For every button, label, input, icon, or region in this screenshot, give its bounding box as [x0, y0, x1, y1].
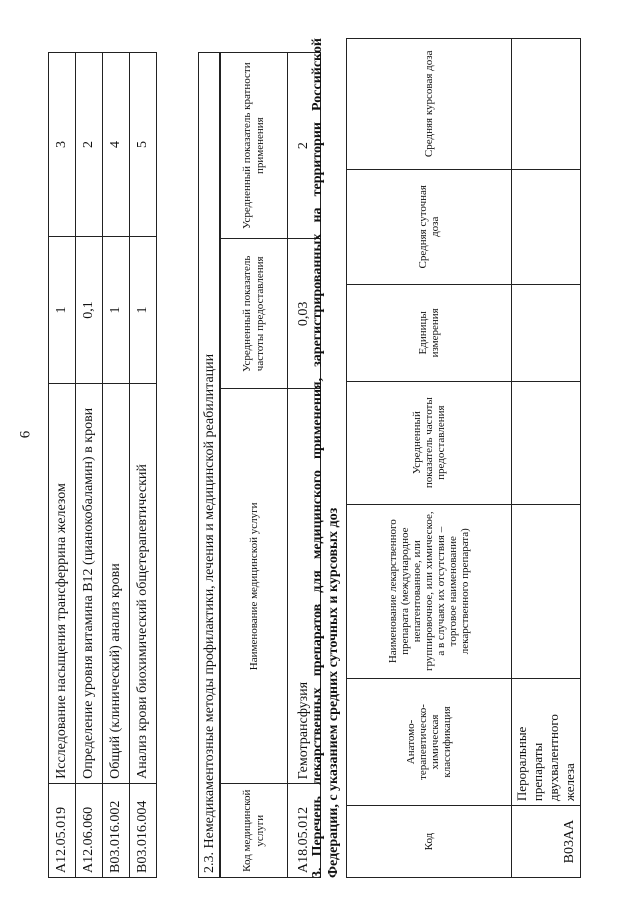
- section-3-title: 3. Перечень лекарственных препаратов для медицинского применения, зарегистрированных на территории Российской Федерации, с указанием средних суточных и курсовых доз: [310, 38, 341, 878]
- header-mult: Усредненный показатель кратности применения: [221, 53, 288, 239]
- header-unit: Единицы измерения: [347, 284, 512, 381]
- header-code: Код медицинской услуги: [221, 784, 288, 878]
- cell-freq: 1: [103, 236, 130, 383]
- table-row: [103, 53, 130, 878]
- cell-name: Исследование насыщения трансферрина железом: [49, 383, 76, 783]
- cell-code: A18.05.012: [288, 784, 321, 878]
- section-2-3-title: 2.3. Немедикаментозные методы профилактики, лечения и медицинской реабилитации: [198, 52, 220, 878]
- cell-code: B03.016.002: [103, 783, 130, 877]
- table-row: [76, 53, 103, 878]
- header-drug: Наименование лекарственного препарата (международное непатентованное, или группировочное, или химическое, а в случаях их отсутствия – торговое наименование лекарственного препарата): [347, 504, 512, 678]
- cell-drug: [512, 504, 581, 678]
- cell-name: Общий (клинический) анализ крови: [103, 383, 130, 783]
- cell-name: Определение уровня витамина В12 (цианокобаламин) в крови: [76, 383, 103, 783]
- cell-name: Гемотрансфузия: [288, 389, 321, 784]
- cell-code: B03.016.004: [130, 783, 157, 877]
- non-drug-methods-table: [220, 52, 321, 878]
- cell-code: A12.05.019: [49, 783, 76, 877]
- cell-mult: 5: [130, 53, 157, 237]
- cell-freq: 0,1: [76, 236, 103, 383]
- header-code: Код: [347, 806, 512, 878]
- drugs-table: [346, 38, 581, 878]
- table-row: [49, 53, 76, 878]
- cell-mult: 2: [288, 53, 321, 239]
- cell-mult: 4: [103, 53, 130, 237]
- cell-unit: [512, 284, 581, 381]
- lab-services-table: [48, 52, 157, 878]
- header-atc: Анатомо-терапевтическо-химическая классификация: [347, 678, 512, 805]
- cell-atc: Пероральные препараты двухвалентного железа: [512, 678, 581, 805]
- cell-mult: 2: [76, 53, 103, 237]
- cell-name: Анализ крови биохимический общетерапевтический: [130, 383, 157, 783]
- header-freq: Усредненный показатель частоты предоставления: [221, 239, 288, 389]
- cell-mult: 3: [49, 53, 76, 237]
- cell-course-dose: [512, 39, 581, 170]
- table-row: [512, 39, 581, 878]
- cell-freq: [512, 381, 581, 504]
- header-course-dose: Средняя курсовая доза: [347, 39, 512, 170]
- cell-freq: 0,03: [288, 239, 321, 389]
- cell-freq: 1: [130, 236, 157, 383]
- header-daily-dose: Средняя суточная доза: [347, 169, 512, 284]
- header-freq: Усредненный показатель частоты предоставления: [347, 381, 512, 504]
- cell-daily-dose: [512, 169, 581, 284]
- header-name: Наименование медицинской услуги: [221, 389, 288, 784]
- page-number: 6: [17, 430, 34, 439]
- cell-code: B03AA: [512, 806, 581, 878]
- cell-freq: 1: [49, 236, 76, 383]
- rotated-content: [48, 10, 588, 878]
- table-row: [130, 53, 157, 878]
- cell-code: A12.06.060: [76, 783, 103, 877]
